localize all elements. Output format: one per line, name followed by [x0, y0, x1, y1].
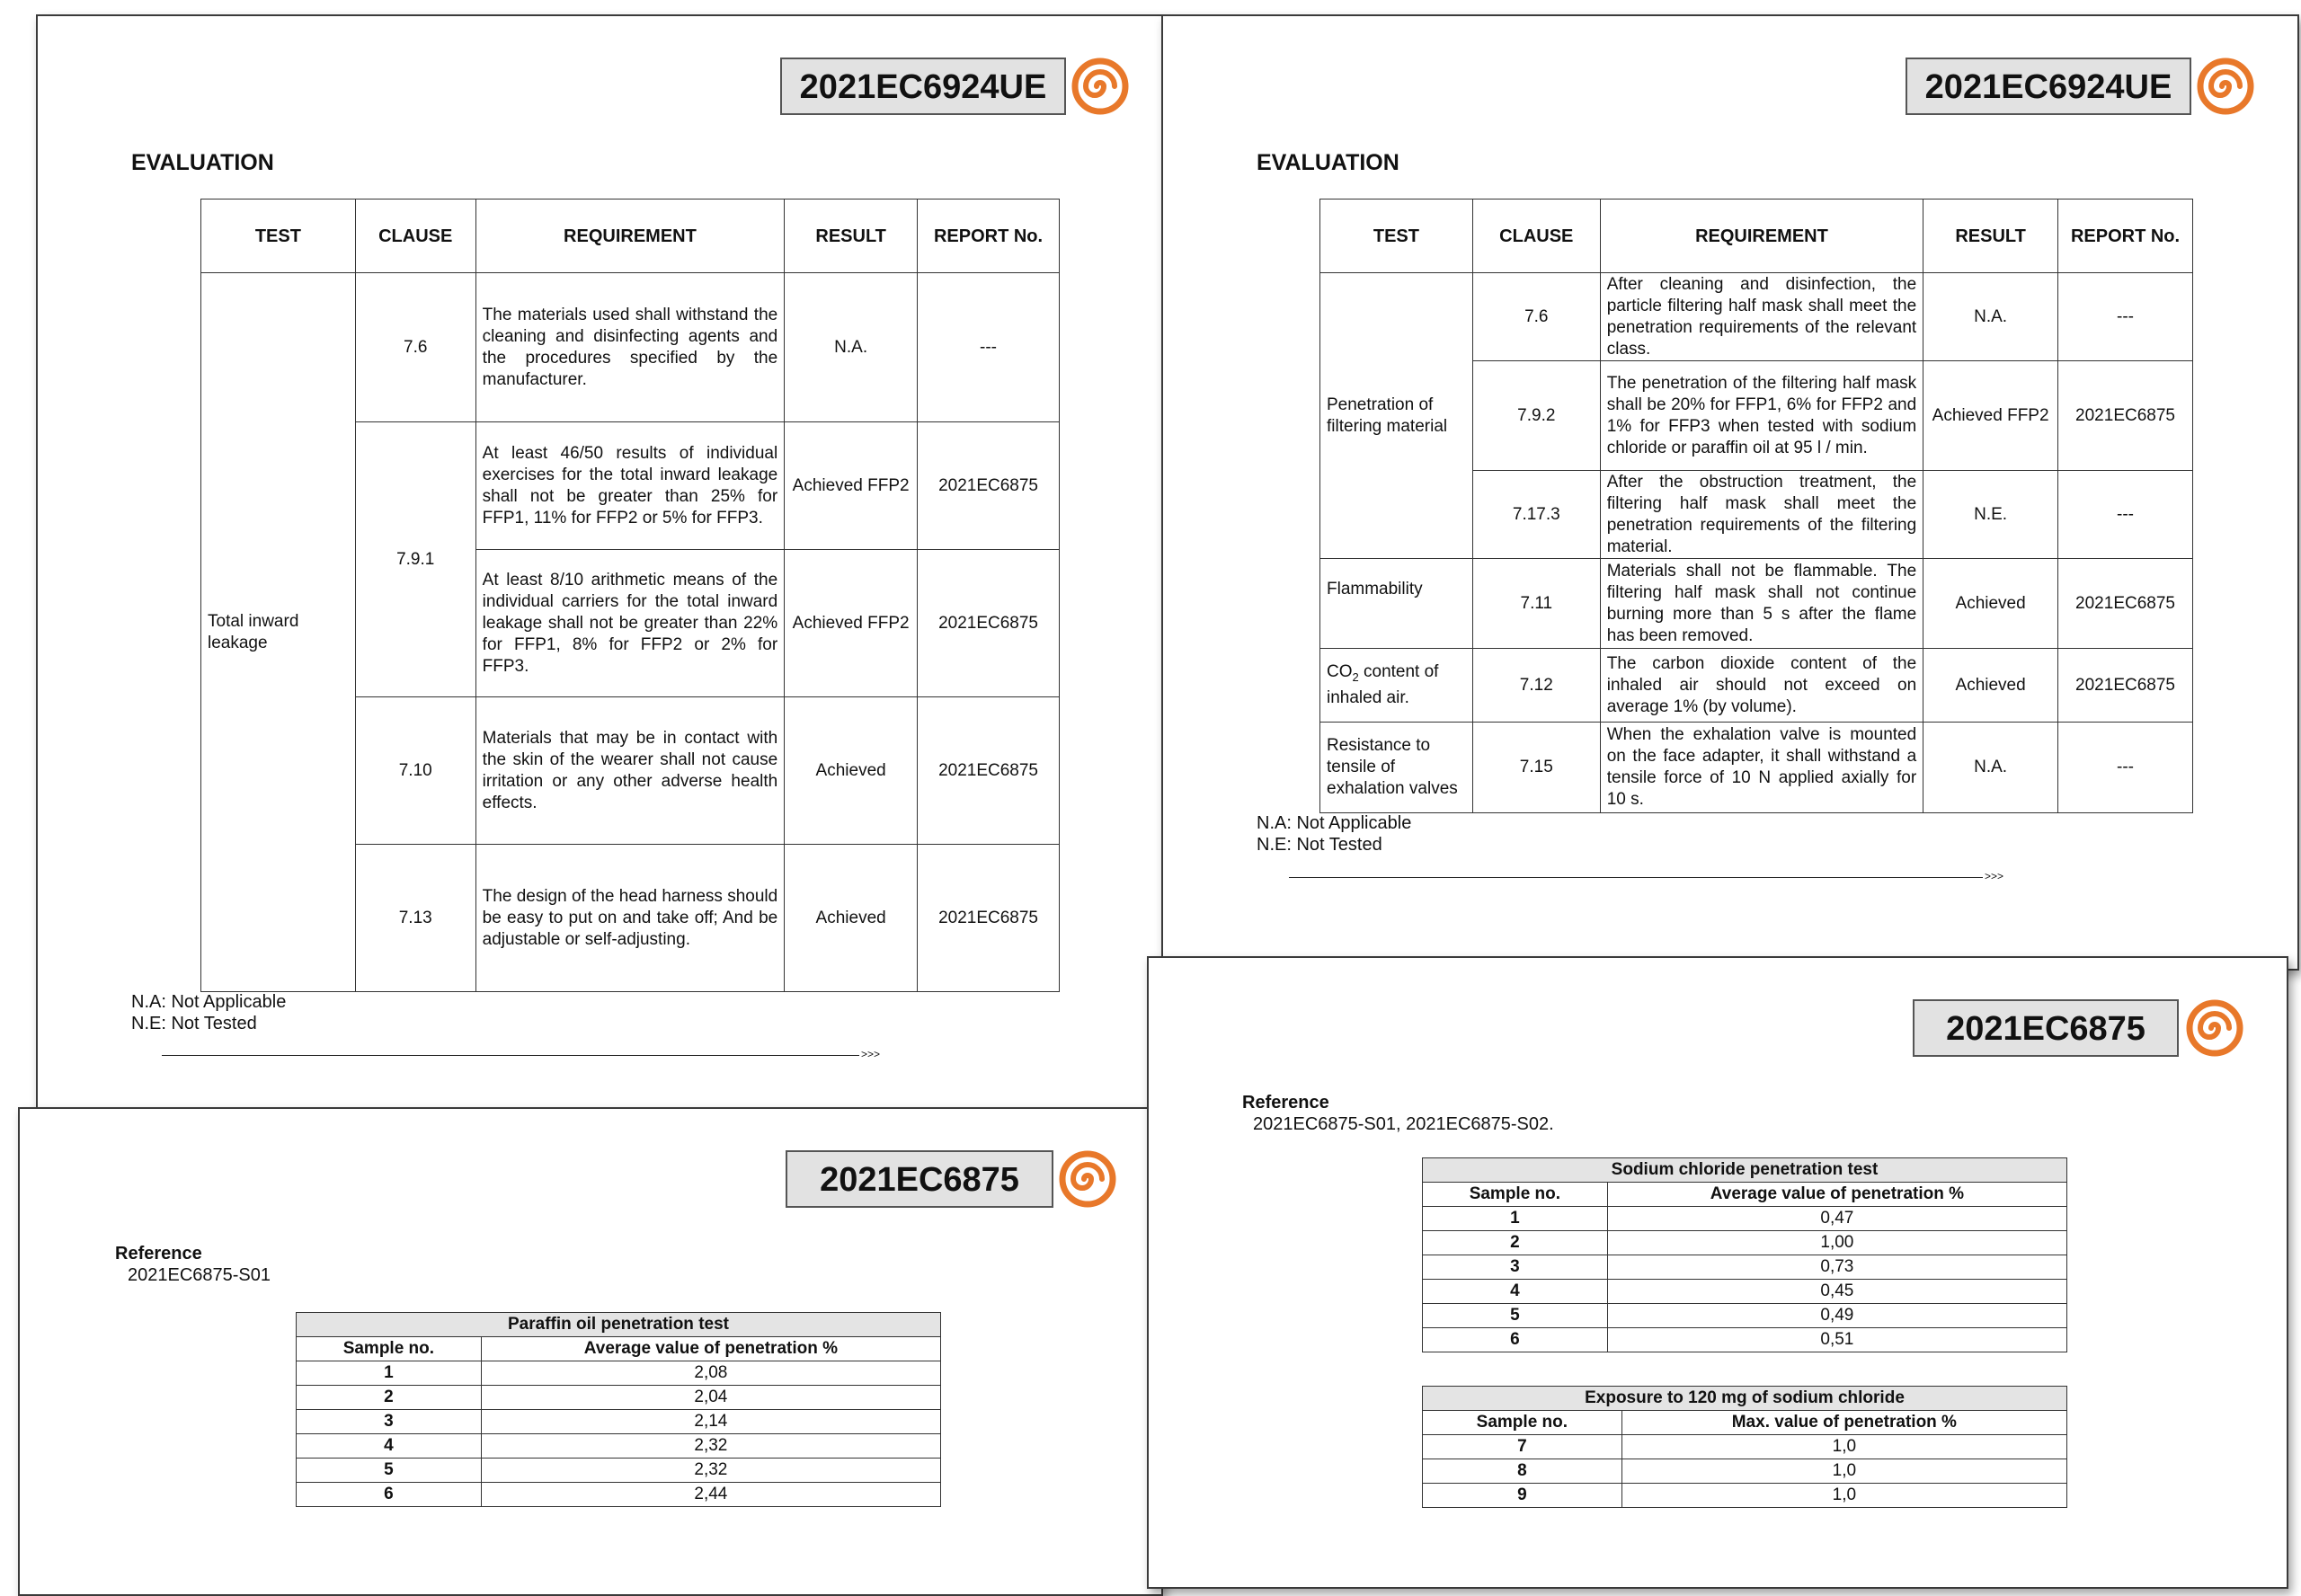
penetration-value: 0,47 [1607, 1207, 2066, 1231]
sample-no: 2 [1423, 1231, 1608, 1255]
evaluation-table [1319, 199, 2193, 813]
sample-no: 3 [297, 1410, 482, 1434]
table-row [1423, 1328, 2067, 1352]
test-results-sheet-2 [1147, 956, 2288, 1589]
table-row [1423, 1231, 2067, 1255]
clause-cell: 7.6 [355, 273, 475, 422]
continuation-line [1289, 877, 1983, 878]
note-ne: N.E: Not Tested [131, 1014, 257, 1033]
spiral-logo-icon [1059, 1150, 1116, 1208]
report-cell: --- [2058, 273, 2193, 361]
report-id-box: 2021EC6875 [1913, 999, 2179, 1057]
col-header-report: REPORT No. [2058, 200, 2193, 273]
report-id-box: 2021EC6924UE [1906, 58, 2191, 115]
penetration-value: 0,45 [1607, 1280, 2066, 1304]
col-header-result: RESULT [1923, 200, 2058, 273]
report-cell: 2021EC6875 [918, 845, 1060, 992]
co2-subscript: 2 [1352, 669, 1359, 684]
penetration-value: 2,32 [481, 1459, 940, 1483]
penetration-value: 1,00 [1607, 1231, 2066, 1255]
sample-no: 4 [297, 1434, 482, 1459]
col-header-requirement: REQUIREMENT [1600, 200, 1923, 273]
col-header-value: Average value of penetration % [1607, 1183, 2066, 1207]
report-cell: 2021EC6875 [2058, 559, 2193, 649]
clause-cell: 7.11 [1472, 559, 1600, 649]
penetration-value: 1,0 [1621, 1459, 2066, 1484]
table-caption: Paraffin oil penetration test [297, 1313, 941, 1337]
reference-value: 2021EC6875-S01, 2021EC6875-S02. [1253, 1114, 1554, 1134]
continuation-mark: >>> [1985, 870, 2004, 882]
sample-no: 6 [297, 1483, 482, 1507]
col-header-sample: Sample no. [297, 1337, 482, 1361]
table-row [1423, 1255, 2067, 1280]
test-cell: Flammability [1320, 559, 1473, 649]
evaluation-sheet-1 [36, 14, 1163, 1186]
note-na: N.A: Not Applicable [131, 992, 287, 1012]
requirement-cell: The penetration of the filtering half mask shall be 20% for FFP1, 6% for FFP2 and 1% for FFP3 when tested with sodium chloride or paraffin oil at 95 l / min. [1600, 361, 1923, 471]
clause-cell: 7.12 [1472, 649, 1600, 723]
col-header-result: RESULT [785, 200, 918, 273]
table-row [1423, 1207, 2067, 1231]
requirement-cell: After cleaning and disinfection, the particle filtering half mask shall meet the penetration requirements of the relevant class. [1600, 273, 1923, 361]
penetration-value: 1,0 [1621, 1435, 2066, 1459]
sample-no: 1 [297, 1361, 482, 1386]
note-na: N.A: Not Applicable [1257, 813, 1412, 833]
evaluation-table [200, 199, 1060, 992]
clause-cell: 7.13 [355, 845, 475, 992]
penetration-value: 2,44 [481, 1483, 940, 1507]
sample-no: 5 [297, 1459, 482, 1483]
report-cell: 2021EC6875 [2058, 649, 2193, 723]
result-cell: N.E. [1923, 471, 2058, 559]
sodium-chloride-exposure-table [1422, 1386, 2067, 1508]
note-ne: N.E: Not Tested [1257, 835, 1382, 855]
col-header-report: REPORT No. [918, 200, 1060, 273]
spiral-logo-icon [2186, 999, 2243, 1057]
table-caption: Exposure to 120 mg of sodium chloride [1423, 1387, 2067, 1411]
requirement-cell: When the exhalation valve is mounted on the face adapter, it shall withstand a tensile force of 10 N applied axially for 10 s. [1600, 723, 1923, 813]
result-cell: N.A. [785, 273, 918, 422]
sample-no: 3 [1423, 1255, 1608, 1280]
result-cell: Achieved [785, 697, 918, 845]
sodium-chloride-table [1422, 1157, 2067, 1352]
penetration-value: 2,32 [481, 1434, 940, 1459]
col-header-requirement: REQUIREMENT [475, 200, 785, 273]
test-cell: Total inward leakage [201, 273, 356, 992]
clause-cell: 7.17.3 [1472, 471, 1600, 559]
report-cell: 2021EC6875 [918, 697, 1060, 845]
table-row [297, 1483, 941, 1507]
report-cell: --- [2058, 471, 2193, 559]
report-cell: 2021EC6875 [918, 550, 1060, 697]
table-row [1423, 1304, 2067, 1328]
requirement-cell: The carbon dioxide content of the inhaled air should not exceed on average 1% (by volume). [1600, 649, 1923, 723]
requirement-cell: The materials used shall withstand the cleaning and disinfecting agents and the procedures specified by the manufacturer. [475, 273, 785, 422]
report-cell: 2021EC6875 [918, 422, 1060, 550]
table-row [297, 1361, 941, 1386]
reference-value: 2021EC6875-S01 [128, 1265, 271, 1285]
test-results-sheet-1 [18, 1107, 1163, 1596]
col-header-test: TEST [1320, 200, 1473, 273]
table-row [297, 1434, 941, 1459]
reference-label: Reference [115, 1244, 202, 1264]
penetration-value: 0,51 [1607, 1328, 2066, 1352]
penetration-value: 2,14 [481, 1410, 940, 1434]
sample-no: 7 [1423, 1435, 1622, 1459]
result-cell: Achieved FFP2 [1923, 361, 2058, 471]
requirement-cell: Materials shall not be flammable. The filtering half mask shall not continue burning more than 5 s after the flame has been removed. [1600, 559, 1923, 649]
table-row [1423, 1280, 2067, 1304]
report-cell: 2021EC6875 [2058, 361, 2193, 471]
clause-cell: 7.6 [1472, 273, 1600, 361]
test-cell: Penetration of filtering material [1320, 273, 1473, 559]
co2-text-rest: content of inhaled air. [1327, 661, 1439, 708]
col-header-sample: Sample no. [1423, 1183, 1608, 1207]
result-cell: Achieved FFP2 [785, 422, 918, 550]
table-row [1423, 1484, 2067, 1508]
report-cell: --- [2058, 723, 2193, 813]
penetration-value: 0,73 [1607, 1255, 2066, 1280]
evaluation-heading: EVALUATION [1257, 150, 1399, 175]
result-cell: N.A. [1923, 273, 2058, 361]
report-id-box: 2021EC6924UE [780, 58, 1066, 115]
evaluation-heading: EVALUATION [131, 150, 274, 175]
penetration-value: 1,0 [1621, 1484, 2066, 1508]
col-header-clause: CLAUSE [1472, 200, 1600, 273]
table-row [1423, 1459, 2067, 1484]
sample-no: 9 [1423, 1484, 1622, 1508]
sample-no: 8 [1423, 1459, 1622, 1484]
table-row [297, 1410, 941, 1434]
co2-text: CO [1327, 661, 1353, 681]
sample-no: 2 [297, 1386, 482, 1410]
report-cell: --- [918, 273, 1060, 422]
result-cell: Achieved FFP2 [785, 550, 918, 697]
result-cell: Achieved [1923, 559, 2058, 649]
reference-label: Reference [1242, 1093, 1329, 1113]
result-cell: Achieved [785, 845, 918, 992]
sample-no: 6 [1423, 1328, 1608, 1352]
table-row [1423, 1435, 2067, 1459]
col-header-clause: CLAUSE [355, 200, 475, 273]
requirement-cell: At least 8/10 arithmetic means of the individual carriers for the total inward leakage shall not be greater than 22% for FFP1, 8% for FFP2 or 2% for FFP3. [475, 550, 785, 697]
col-header-value: Max. value of penetration % [1621, 1411, 2066, 1435]
col-header-test: TEST [201, 200, 356, 273]
penetration-value: 0,49 [1607, 1304, 2066, 1328]
clause-cell: 7.9.2 [1472, 361, 1600, 471]
continuation-line [162, 1055, 859, 1056]
table-caption: Sodium chloride penetration test [1423, 1158, 2067, 1183]
sample-no: 5 [1423, 1304, 1608, 1328]
spiral-logo-icon [2197, 58, 2254, 115]
requirement-cell: The design of the head harness should be easy to put on and take off; And be adjustable or self-adjusting. [475, 845, 785, 992]
penetration-value: 2,08 [481, 1361, 940, 1386]
col-header-value: Average value of penetration % [481, 1337, 940, 1361]
test-cell: Resistance to tensile of exhalation valves [1320, 723, 1473, 813]
penetration-value: 2,04 [481, 1386, 940, 1410]
requirement-cell: Materials that may be in contact with the skin of the wearer shall not cause irritation or any other adverse health effects. [475, 697, 785, 845]
result-cell: Achieved [1923, 649, 2058, 723]
table-row [297, 1459, 941, 1483]
sample-no: 1 [1423, 1207, 1608, 1231]
test-cell [1320, 649, 1473, 723]
clause-cell: 7.10 [355, 697, 475, 845]
requirement-cell: At least 46/50 results of individual exercises for the total inward leakage shall not be greater than 25% for FFP1, 11% for FFP2 or 5% for FFP3. [475, 422, 785, 550]
requirement-cell: After the obstruction treatment, the filtering half mask shall meet the penetration requirements of the filtering material. [1600, 471, 1923, 559]
table-row [297, 1386, 941, 1410]
clause-cell: 7.15 [1472, 723, 1600, 813]
sample-no: 4 [1423, 1280, 1608, 1304]
result-cell: N.A. [1923, 723, 2058, 813]
clause-cell: 7.9.1 [355, 422, 475, 697]
continuation-mark: >>> [861, 1048, 881, 1060]
spiral-logo-icon [1071, 58, 1129, 115]
col-header-sample: Sample no. [1423, 1411, 1622, 1435]
paraffin-oil-table [296, 1312, 941, 1507]
report-id-box: 2021EC6875 [786, 1150, 1053, 1208]
evaluation-sheet-2 [1161, 14, 2299, 971]
